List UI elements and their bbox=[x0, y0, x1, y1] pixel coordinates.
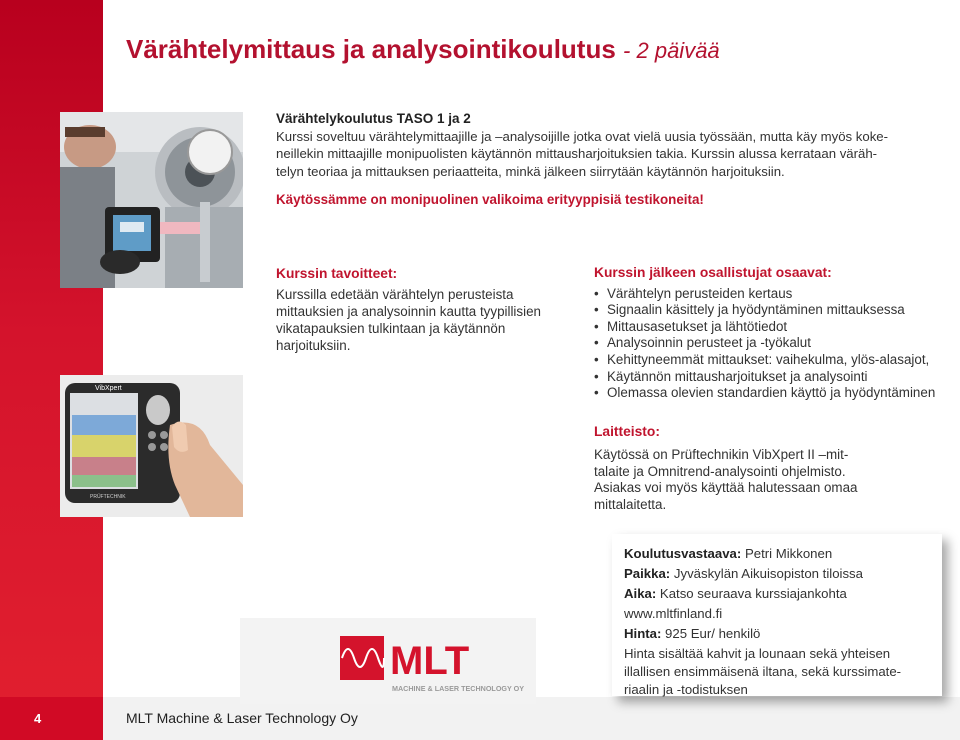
equipment-body bbox=[594, 447, 874, 514]
list-item: • Signaalin käsittely ja hyödyntäminen mittauksessa bbox=[594, 302, 954, 319]
equipment-section bbox=[594, 424, 874, 514]
price-note-line-2: illallisen ensimmäisenä iltana, sekä kurssimate- bbox=[624, 664, 902, 679]
location-label: Paikka: bbox=[624, 566, 671, 581]
equipment-heading: Laitteisto: bbox=[594, 424, 660, 439]
list-item: • Käytännön mittausharjoitukset ja analysointi bbox=[594, 369, 954, 386]
contact-value: Petri Mikkonen bbox=[744, 546, 833, 561]
title-main: Värähtelymittaus ja analysointikoulutus bbox=[126, 34, 616, 64]
price-note bbox=[624, 645, 934, 699]
price-label: Hinta: bbox=[624, 626, 662, 641]
contact-label: Koulutusvastaava: bbox=[624, 546, 742, 561]
intro-line-3: telyn teoriaa ja mittauksen periaatteita, minkä jälkeen siirrytään käytännön harjoituksiin. bbox=[276, 163, 785, 179]
price-note-line-3: riaalin ja -todistuksen bbox=[624, 682, 748, 697]
info-box bbox=[612, 534, 942, 696]
contact-row bbox=[624, 544, 934, 564]
device-maker-text: PRÜFTECHNIK bbox=[90, 494, 126, 500]
red-side-strip bbox=[0, 0, 103, 740]
intro-section bbox=[276, 110, 936, 180]
logo-tagline: MACHINE & LASER TECHNOLOGY OY bbox=[392, 684, 525, 693]
price-value: 925 Eur/ henkilö bbox=[665, 626, 761, 641]
intro-line-2: neillekin mittaajille monipuolisten käytännön mittausharjoituksien takia. Kurssin alussa kerrataan väräh- bbox=[276, 146, 878, 161]
device-brand-text: VibXpert bbox=[95, 385, 122, 392]
mlt-logo bbox=[340, 628, 530, 698]
outcomes-section bbox=[594, 265, 954, 402]
intro-highlight: Käytössämme on monipuolinen valikoima erityyppisiä testikoneita! bbox=[276, 192, 704, 207]
list-item: • Analysoinnin perusteet ja -työkalut bbox=[594, 335, 954, 352]
company-logo-area bbox=[240, 618, 536, 704]
goals-heading: Kurssin tavoitteet: bbox=[276, 266, 398, 281]
location-row bbox=[624, 564, 934, 584]
equipment-line-2: talaite ja Omnitrend-analysointi ohjelmisto. bbox=[594, 463, 846, 479]
intro-heading: Värähtelykoulutus TASO 1 ja 2 bbox=[276, 111, 471, 126]
website-link[interactable]: www.mltfinland.fi bbox=[624, 606, 723, 621]
equipment-line-4: mittalaitetta. bbox=[594, 497, 667, 513]
list-item: • Kehittyneemmät mittaukset: vaihekulma, ylös-alasajot, bbox=[594, 352, 954, 369]
goals-section bbox=[276, 265, 566, 354]
price-row bbox=[624, 624, 934, 644]
page-number: 4 bbox=[34, 711, 42, 726]
title-days: - 2 päivää bbox=[623, 38, 720, 63]
machine-photo bbox=[60, 112, 243, 288]
location-value: Jyväskylän Aikuisopiston tiloissa bbox=[673, 566, 863, 581]
outcomes-heading: Kurssin jälkeen osallistujat osaavat: bbox=[594, 265, 832, 280]
footer-company: MLT Machine & Laser Technology Oy bbox=[126, 710, 358, 726]
list-item: • Olemassa olevien standardien käyttö ja hyödyntäminen bbox=[594, 385, 954, 402]
price-note-line-1: Hinta sisältää kahvit ja lounaan sekä yhteisen bbox=[624, 646, 891, 661]
time-row bbox=[624, 584, 934, 604]
page-title bbox=[126, 34, 720, 65]
time-value: Katso seuraava kurssiajankohta bbox=[659, 586, 847, 601]
time-label: Aika: bbox=[624, 586, 657, 601]
device-photo bbox=[60, 375, 243, 517]
goals-body: Kurssilla edetään värähtelyn perusteista mittauksien ja analysoinnin kautta tyypillisien vikatapauksien tulkintaan ja käytännön harjoituksiin. bbox=[276, 287, 541, 353]
outcomes-list bbox=[594, 286, 954, 402]
intro-line-1: Kurssi soveltuu värähtelymittaajille ja –analysoijille jotka ovat vielä uusia työssään, mutta käy myös koke- bbox=[276, 128, 889, 144]
list-item: • Värähtelyn perusteiden kertaus bbox=[594, 286, 954, 303]
logo-letters: MLT bbox=[390, 639, 470, 683]
equipment-line-3: Asiakas voi myös käyttää halutessaan omaa bbox=[594, 480, 858, 496]
equipment-line-1: Käytössä on Prüftechnikin VibXpert II –mit- bbox=[594, 446, 849, 462]
footer-red-block bbox=[0, 697, 103, 740]
list-item: • Mittausasetukset ja lähtötiedot bbox=[594, 319, 954, 336]
